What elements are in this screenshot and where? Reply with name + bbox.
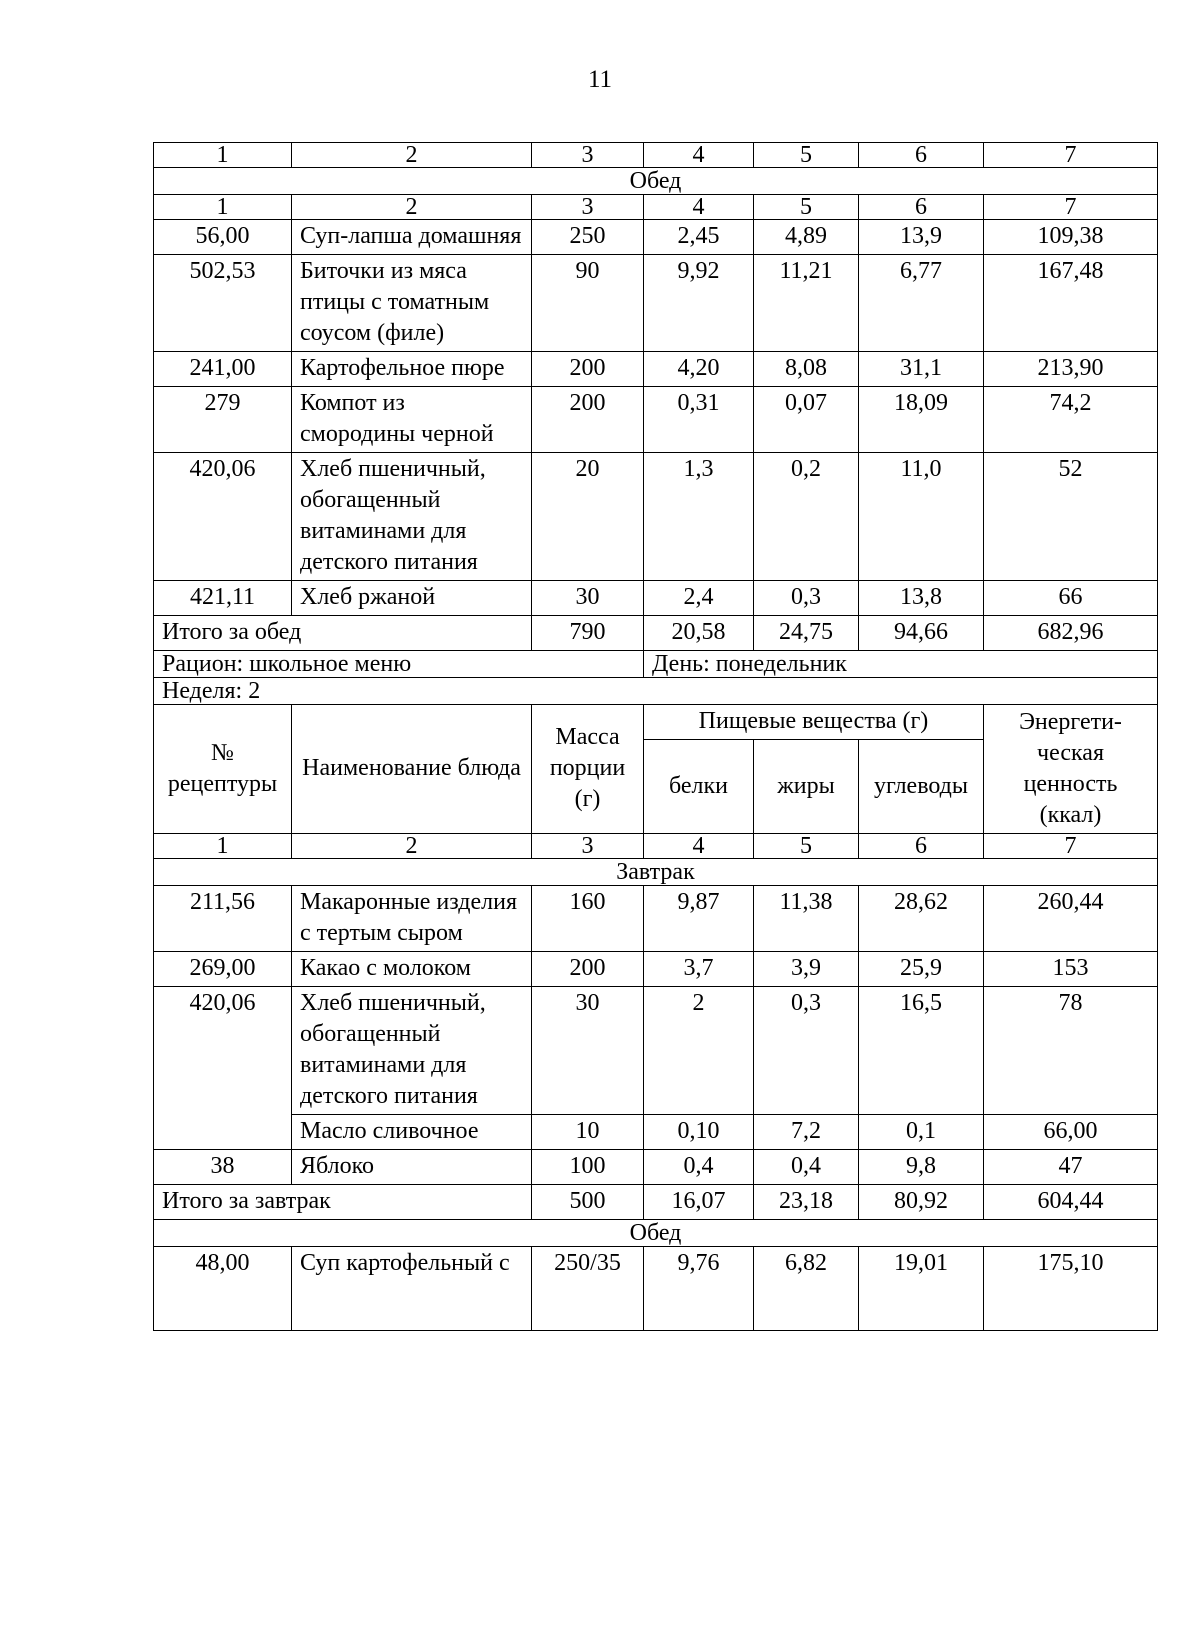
dish-row xyxy=(154,255,1158,352)
energy-value: 66,00 xyxy=(984,1115,1158,1150)
section-title: Завтрак xyxy=(154,859,1158,886)
page-number: 11 xyxy=(587,66,613,93)
column-number: 1 xyxy=(154,143,292,168)
recipe-code: 269,00 xyxy=(154,952,292,987)
dish-name: Яблоко xyxy=(292,1150,532,1185)
header-protein: белки xyxy=(644,740,754,834)
total-energy: 682,96 xyxy=(984,616,1158,651)
fat-value: 11,38 xyxy=(754,886,859,952)
carbs-value: 28,62 xyxy=(859,886,984,952)
recipe-code: 56,00 xyxy=(154,220,292,255)
column-number: 3 xyxy=(532,195,644,220)
dish-row xyxy=(154,1247,1158,1331)
fat-value: 6,82 xyxy=(754,1247,859,1331)
header-recipe-no: № рецептуры xyxy=(154,705,292,834)
dish-name: Хлеб пшеничный, обогащенный витаминами для детского питания xyxy=(292,453,532,581)
energy-value: 213,90 xyxy=(984,352,1158,387)
protein-value: 1,3 xyxy=(644,453,754,581)
column-number: 4 xyxy=(644,143,754,168)
column-number: 6 xyxy=(859,143,984,168)
column-number: 1 xyxy=(154,195,292,220)
protein-value: 2,45 xyxy=(644,220,754,255)
recipe-code xyxy=(154,1115,292,1150)
carbs-value: 31,1 xyxy=(859,352,984,387)
protein-value: 0,31 xyxy=(644,387,754,453)
portion-mass: 20 xyxy=(532,453,644,581)
section-title: Обед xyxy=(154,1220,1158,1247)
carbs-value: 19,01 xyxy=(859,1247,984,1331)
protein-value: 2,4 xyxy=(644,581,754,616)
recipe-code: 420,06 xyxy=(154,987,292,1115)
dish-name: Суп-лапша домашняя xyxy=(292,220,532,255)
section-row xyxy=(154,1220,1158,1247)
portion-mass: 30 xyxy=(532,987,644,1115)
recipe-code: 211,56 xyxy=(154,886,292,952)
energy-value: 47 xyxy=(984,1150,1158,1185)
ration-label: Рацион: школьное меню xyxy=(154,651,644,678)
dish-name: Макаронные изделия с тертым сыром xyxy=(292,886,532,952)
recipe-code: 502,53 xyxy=(154,255,292,352)
carbs-value: 25,9 xyxy=(859,952,984,987)
carbs-value: 6,77 xyxy=(859,255,984,352)
total-label: Итого за завтрак xyxy=(154,1185,532,1220)
portion-mass: 90 xyxy=(532,255,644,352)
dish-name: Хлеб пшеничный, обогащенный витаминами для детского питания xyxy=(292,987,532,1115)
column-number: 2 xyxy=(292,195,532,220)
header-energy: Энергети-ческая ценность (ккал) xyxy=(984,705,1158,834)
fat-value: 0,3 xyxy=(754,987,859,1115)
portion-mass: 200 xyxy=(532,352,644,387)
section-row xyxy=(154,859,1158,886)
column-number: 3 xyxy=(532,143,644,168)
total-carbs: 94,66 xyxy=(859,616,984,651)
total-row xyxy=(154,616,1158,651)
recipe-code: 279 xyxy=(154,387,292,453)
carbs-value: 0,1 xyxy=(859,1115,984,1150)
protein-value: 0,4 xyxy=(644,1150,754,1185)
header-fat: жиры xyxy=(754,740,859,834)
header-nutrients: Пищевые вещества (г) xyxy=(644,705,984,740)
week-label: Неделя: 2 xyxy=(154,678,1158,705)
carbs-value: 18,09 xyxy=(859,387,984,453)
fat-value: 8,08 xyxy=(754,352,859,387)
protein-value: 9,87 xyxy=(644,886,754,952)
total-fat: 24,75 xyxy=(754,616,859,651)
protein-value: 9,92 xyxy=(644,255,754,352)
fat-value: 7,2 xyxy=(754,1115,859,1150)
energy-value: 153 xyxy=(984,952,1158,987)
portion-mass: 250/35 xyxy=(532,1247,644,1331)
dish-row xyxy=(154,387,1158,453)
header-dish-name: Наименование блюда xyxy=(292,705,532,834)
total-carbs: 80,92 xyxy=(859,1185,984,1220)
protein-value: 2 xyxy=(644,987,754,1115)
week-row xyxy=(154,678,1158,705)
column-number: 2 xyxy=(292,834,532,859)
carbs-value: 9,8 xyxy=(859,1150,984,1185)
header-carbs: углеводы xyxy=(859,740,984,834)
menu-table xyxy=(153,142,1158,1331)
column-number: 1 xyxy=(154,834,292,859)
fat-value: 0,2 xyxy=(754,453,859,581)
dish-row xyxy=(154,220,1158,255)
energy-value: 260,44 xyxy=(984,886,1158,952)
column-number-row xyxy=(154,143,1158,168)
dish-name: Суп картофельный с xyxy=(292,1247,532,1331)
table-header-row xyxy=(154,705,1158,740)
dish-row xyxy=(154,987,1158,1115)
total-mass: 790 xyxy=(532,616,644,651)
energy-value: 109,38 xyxy=(984,220,1158,255)
recipe-code: 38 xyxy=(154,1150,292,1185)
protein-value: 4,20 xyxy=(644,352,754,387)
column-number: 6 xyxy=(859,195,984,220)
dish-row xyxy=(154,952,1158,987)
column-number-row xyxy=(154,195,1158,220)
carbs-value: 16,5 xyxy=(859,987,984,1115)
dish-row xyxy=(154,886,1158,952)
dish-name: Биточки из мяса птицы с томатным соусом (филе) xyxy=(292,255,532,352)
carbs-value: 13,9 xyxy=(859,220,984,255)
column-number: 6 xyxy=(859,834,984,859)
column-number: 5 xyxy=(754,834,859,859)
total-label: Итого за обед xyxy=(154,616,532,651)
column-number-row xyxy=(154,834,1158,859)
column-number: 7 xyxy=(984,143,1158,168)
dish-row xyxy=(154,352,1158,387)
header-portion-mass: Масса порции (г) xyxy=(532,705,644,834)
column-number: 3 xyxy=(532,834,644,859)
column-number: 5 xyxy=(754,195,859,220)
recipe-code: 48,00 xyxy=(154,1247,292,1331)
column-number: 7 xyxy=(984,195,1158,220)
dish-name: Масло сливочное xyxy=(292,1115,532,1150)
protein-value: 3,7 xyxy=(644,952,754,987)
energy-value: 66 xyxy=(984,581,1158,616)
portion-mass: 200 xyxy=(532,387,644,453)
column-number: 5 xyxy=(754,143,859,168)
portion-mass: 10 xyxy=(532,1115,644,1150)
section-title: Обед xyxy=(154,168,1158,195)
dish-name: Хлеб ржаной xyxy=(292,581,532,616)
total-row xyxy=(154,1185,1158,1220)
recipe-code: 421,11 xyxy=(154,581,292,616)
portion-mass: 250 xyxy=(532,220,644,255)
dish-row xyxy=(154,1150,1158,1185)
energy-value: 78 xyxy=(984,987,1158,1115)
energy-value: 175,10 xyxy=(984,1247,1158,1331)
section-row xyxy=(154,168,1158,195)
portion-mass: 100 xyxy=(532,1150,644,1185)
column-number: 2 xyxy=(292,143,532,168)
column-number: 4 xyxy=(644,195,754,220)
total-protein: 16,07 xyxy=(644,1185,754,1220)
dish-name: Картофельное пюре xyxy=(292,352,532,387)
fat-value: 3,9 xyxy=(754,952,859,987)
dish-row xyxy=(154,1115,1158,1150)
fat-value: 0,3 xyxy=(754,581,859,616)
column-number: 4 xyxy=(644,834,754,859)
total-mass: 500 xyxy=(532,1185,644,1220)
fat-value: 0,4 xyxy=(754,1150,859,1185)
fat-value: 4,89 xyxy=(754,220,859,255)
fat-value: 0,07 xyxy=(754,387,859,453)
energy-value: 52 xyxy=(984,453,1158,581)
energy-value: 74,2 xyxy=(984,387,1158,453)
dish-row xyxy=(154,581,1158,616)
carbs-value: 11,0 xyxy=(859,453,984,581)
carbs-value: 13,8 xyxy=(859,581,984,616)
portion-mass: 200 xyxy=(532,952,644,987)
total-fat: 23,18 xyxy=(754,1185,859,1220)
energy-value: 167,48 xyxy=(984,255,1158,352)
recipe-code: 241,00 xyxy=(154,352,292,387)
protein-value: 0,10 xyxy=(644,1115,754,1150)
total-energy: 604,44 xyxy=(984,1185,1158,1220)
dish-row xyxy=(154,453,1158,581)
ration-row xyxy=(154,651,1158,678)
protein-value: 9,76 xyxy=(644,1247,754,1331)
fat-value: 11,21 xyxy=(754,255,859,352)
portion-mass: 160 xyxy=(532,886,644,952)
dish-name: Компот из смородины черной xyxy=(292,387,532,453)
total-protein: 20,58 xyxy=(644,616,754,651)
column-number: 7 xyxy=(984,834,1158,859)
dish-name: Какао с молоком xyxy=(292,952,532,987)
portion-mass: 30 xyxy=(532,581,644,616)
day-label: День: понедельник xyxy=(644,651,1158,678)
recipe-code: 420,06 xyxy=(154,453,292,581)
